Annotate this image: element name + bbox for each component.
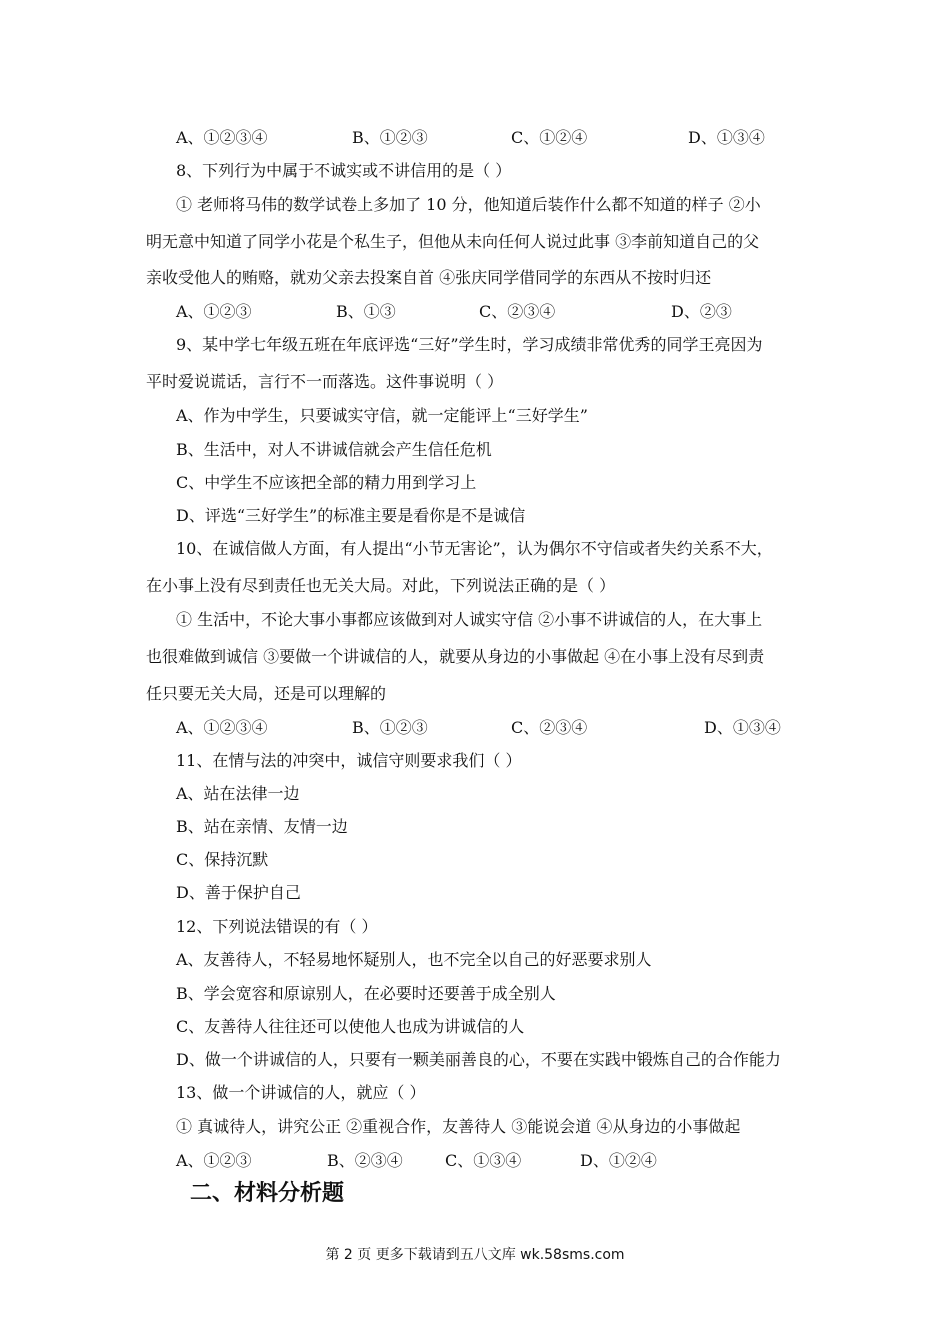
- q9-option-b: B、生活中，对人不讲诚信就会产生信任危机: [176, 440, 492, 459]
- q7-options: [0, 128, 950, 148]
- q13-body-line: ① 真诚待人，讲究公正 ②重视合作，友善待人 ③能说会道 ④从身边的小事做起: [176, 1117, 741, 1136]
- q13-option-a: A、①②③: [176, 1151, 252, 1170]
- q12-option-c: C、友善待人往往还可以使他人也成为讲诚信的人: [176, 1017, 525, 1036]
- q10-option-b: B、①②③: [352, 718, 428, 737]
- q10-body-line: 任只要无关大局，还是可以理解的: [146, 684, 387, 703]
- q10-options: [0, 718, 950, 738]
- q13-option-b: B、②③④: [327, 1151, 403, 1170]
- q9-option-c: C、中学生不应该把全部的精力用到学习上: [176, 473, 477, 492]
- q9-option-a: A、作为中学生，只要诚实守信，就一定能评上“三好学生”: [176, 406, 588, 425]
- q7-option-a: A、①②③④: [176, 128, 268, 147]
- q10-option-a: A、①②③④: [176, 718, 268, 737]
- q8-body-line: ① 老师将马伟的数学试卷上多加了 10 分，他知道后装作什么都不知道的样子 ②小: [176, 195, 761, 214]
- q12-option-b: B、学会宽容和原谅别人，在必要时还要善于成全别人: [176, 984, 556, 1003]
- q10-stem: 10、在诚信做人方面，有人提出“小节无害论”，认为偶尔不守信或者失约关系不大，: [176, 539, 773, 558]
- q9-option-d: D、评选“三好学生”的标准主要是看你是不是诚信: [176, 506, 526, 525]
- q8-stem: 8、下列行为中属于不诚实或不讲信用的是（ ）: [176, 161, 512, 180]
- q7-option-c: C、①②④: [511, 128, 588, 147]
- q10-body-line: 也很难做到诚信 ③要做一个讲诚信的人，就要从身边的小事做起 ④在小事上没有尽到责: [146, 647, 765, 666]
- q7-option-d: D、①③④: [688, 128, 765, 147]
- q11-option-b: B、站在亲情、友情一边: [176, 817, 348, 836]
- q13-stem: 13、做一个讲诚信的人，就应（ ）: [176, 1083, 426, 1102]
- q10-body-line: ① 生活中，不论大事小事都应该做到对人诚实守信 ②小事不讲诚信的人，在大事上: [176, 610, 763, 629]
- q8-option-d: D、②③: [671, 302, 732, 321]
- q7-option-b: B、①②③: [352, 128, 428, 147]
- q12-option-d: D、做一个讲诚信的人，只要有一颗美丽善良的心，不要在实践中锻炼自己的合作能力: [176, 1050, 781, 1069]
- q9-stem: 9、某中学七年级五班在年底评选“三好”学生时，学习成绩非常优秀的同学王亮因为: [176, 335, 763, 354]
- q8-option-b: B、①③: [336, 302, 396, 321]
- q12-option-a: A、友善待人，不轻易地怀疑别人，也不完全以自己的好恶要求别人: [176, 950, 652, 969]
- q9-stem-cont: 平时爱说谎话，言行不一而落选。这件事说明（ ）: [146, 372, 504, 391]
- section-heading: 二、材料分析题: [190, 1181, 345, 1206]
- q8-option-c: C、②③④: [479, 302, 556, 321]
- q11-option-d: D、善于保护自己: [176, 883, 301, 902]
- q8-option-a: A、①②③: [176, 302, 252, 321]
- page-footer: 第 2 页 更多下载请到五八文库 wk.58sms.com: [325, 1247, 625, 1263]
- q8-body-line: 亲收受他人的贿赂，就劝父亲去投案自首 ④张庆同学借同学的东西从不按时归还: [146, 268, 712, 287]
- q11-stem: 11、在情与法的冲突中，诚信守则要求我们（ ）: [176, 751, 522, 770]
- q10-stem-cont: 在小事上没有尽到责任也无关大局。对此，下列说法正确的是（ ）: [146, 576, 616, 595]
- q13-option-d: D、①②④: [580, 1151, 657, 1170]
- q13-options: [0, 1151, 950, 1171]
- q11-option-a: A、站在法律一边: [176, 784, 300, 803]
- q12-stem: 12、下列说法错误的有（ ）: [176, 917, 378, 936]
- q10-option-c: C、②③④: [511, 718, 588, 737]
- q10-option-d: D、①③④: [704, 718, 781, 737]
- q8-body-line: 明无意中知道了同学小花是个私生子，但他从未向任何人说过此事 ③李前知道自己的父: [146, 232, 760, 251]
- q13-option-c: C、①③④: [445, 1151, 522, 1170]
- q8-options: [0, 302, 950, 322]
- q11-option-c: C、保持沉默: [176, 850, 269, 869]
